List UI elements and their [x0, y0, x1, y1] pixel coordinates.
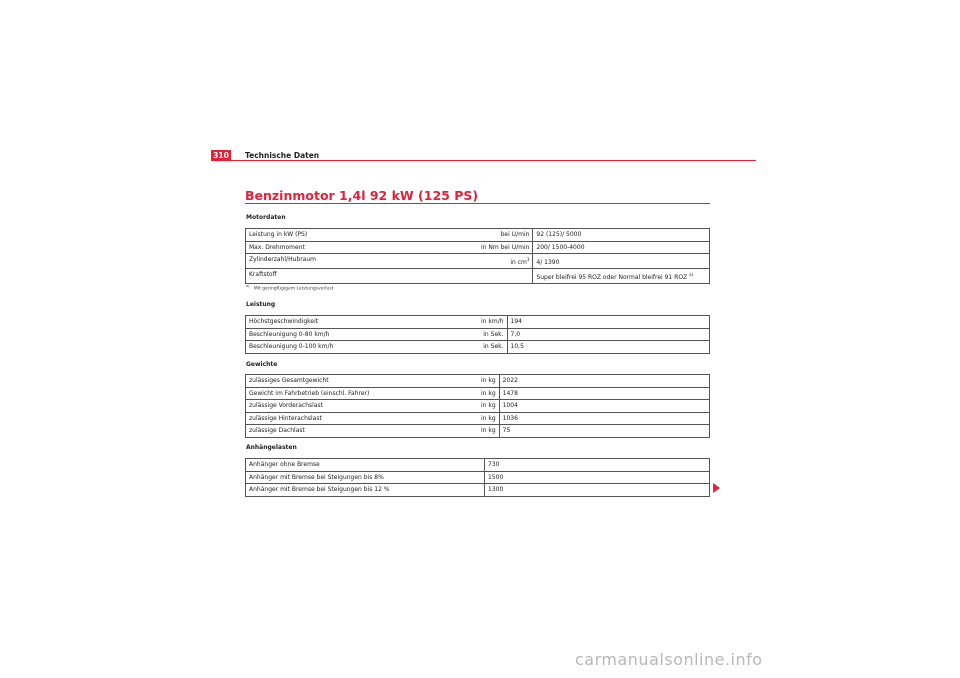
table-row — [246, 387, 710, 400]
row-value: 200/ 1500-4000 — [533, 241, 710, 254]
section-label-motordaten: Motordaten — [246, 214, 286, 221]
next-page-arrow-icon[interactable] — [713, 483, 720, 493]
row-value: 730 — [485, 459, 710, 472]
row-label: Kraftstoff — [249, 271, 277, 278]
section-label-leistung: Leistung — [246, 301, 276, 308]
row-label: Leistung in kW (PS) — [246, 229, 479, 242]
row-value: 10,5 — [507, 341, 709, 354]
row-label: Höchstgeschwindigkeit — [246, 316, 479, 329]
row-unit: in Sek. — [483, 343, 504, 350]
table-row — [246, 254, 710, 269]
table-row — [246, 425, 710, 438]
running-title: Technische Daten — [245, 151, 320, 160]
row-value: 1036 — [499, 412, 709, 425]
row-label: Anhänger mit Bremse bei Steigungen bis 8% — [246, 471, 479, 484]
section-label-anhaengelasten: Anhängelasten — [246, 444, 297, 451]
row-unit: in km/h — [478, 316, 507, 329]
row-label: Zylinderzahl/Hubraum — [246, 254, 479, 269]
table-row — [246, 328, 710, 341]
footnote: $^{a)}$ Mit geringfügigem Leistungsverlust — [246, 284, 334, 292]
table-row — [246, 400, 710, 413]
table-row — [246, 484, 710, 497]
table-row — [246, 375, 710, 388]
row-unit: in Nm bei U/min — [478, 241, 533, 254]
table-row — [246, 241, 710, 254]
row-label: Gewicht im Fahrbetrieb (einschl. Fahrer) — [246, 387, 479, 400]
row-label: zulässiges Gesamtgewicht — [246, 375, 479, 388]
row-unit: in kg — [481, 427, 496, 434]
row-value: 1478 — [499, 387, 709, 400]
anhaengelasten-table — [245, 458, 710, 497]
row-value: 4/ 1390 — [533, 254, 710, 269]
row-label: Beschleunigung 0-100 km/h — [249, 343, 334, 350]
row-unit: in kg — [478, 387, 499, 400]
row-value: 75 — [499, 425, 709, 438]
row-value: 2022 — [499, 375, 709, 388]
row-label: Anhänger mit Bremse bei Steigungen bis 12 % — [249, 486, 390, 493]
row-label: zulässige Dachlast — [249, 427, 305, 434]
row-unit: in $cm^3$ — [478, 254, 533, 269]
row-value: 194 — [507, 316, 709, 329]
section-label-gewichte: Gewichte — [246, 361, 278, 368]
page-title: Benzinmotor 1,4l 92 kW (125 PS) — [245, 188, 479, 203]
table-row — [246, 471, 710, 484]
table-row — [246, 269, 710, 284]
table-row — [246, 341, 710, 354]
table-row — [246, 412, 710, 425]
page-number: 310 — [211, 150, 231, 161]
row-label: Beschleunigung 0-80 km/h — [246, 328, 479, 341]
row-value: 1300 — [485, 484, 710, 497]
row-value: 92 (125)/ 5000 — [533, 229, 710, 242]
row-value: 1500 — [485, 471, 710, 484]
table-row — [246, 459, 710, 472]
row-unit: in Sek. — [478, 328, 507, 341]
row-label: Anhänger ohne Bremse — [246, 459, 479, 472]
row-unit: in kg — [478, 375, 499, 388]
leistung-table — [245, 315, 710, 354]
motordaten-table — [245, 228, 710, 284]
row-label: zulässige Vorderachslast — [246, 400, 479, 413]
row-value: 1004 — [499, 400, 709, 413]
table-row — [246, 316, 710, 329]
row-unit: in kg — [478, 412, 499, 425]
row-unit: in kg — [478, 400, 499, 413]
watermark: carmanualsonline.info — [575, 650, 763, 669]
row-unit: bei U/min — [478, 229, 533, 242]
gewichte-table — [245, 374, 710, 438]
row-value: Super bleifrei 95 ROZ oder Normal bleifrei 91 ROZ $^{a)}$ — [533, 269, 710, 284]
row-unit — [478, 269, 533, 284]
row-label: Max. Drehmoment — [246, 241, 479, 254]
header-rule — [211, 160, 756, 161]
title-rule — [245, 203, 710, 204]
table-row — [246, 229, 710, 242]
row-value: 7,0 — [507, 328, 709, 341]
row-label: zulässige Hinterachslast — [246, 412, 479, 425]
